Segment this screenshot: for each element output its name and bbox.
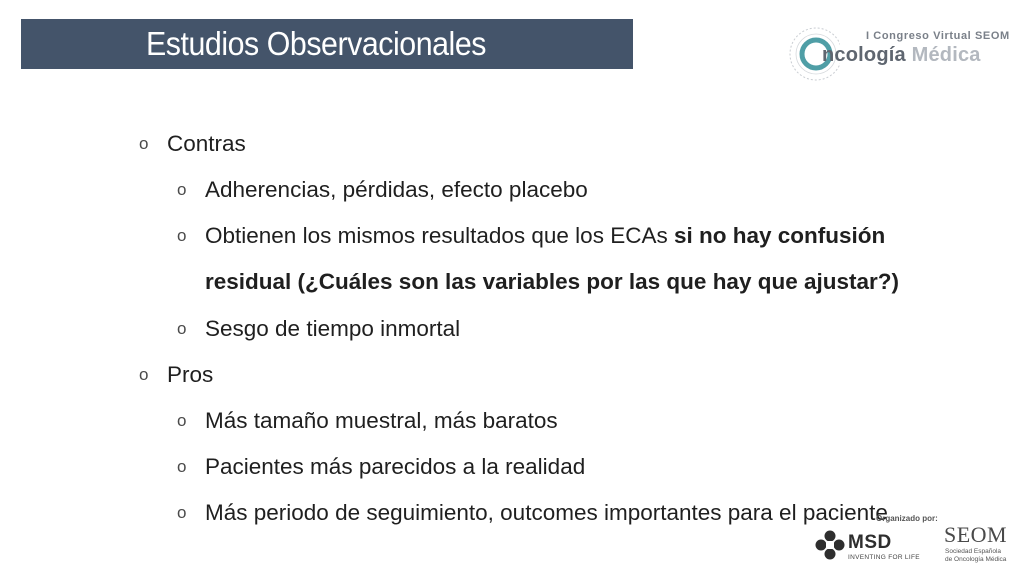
slide-title: Estudios Observacionales (146, 25, 486, 62)
item-text: Pacientes más parecidos a la realidad (205, 454, 586, 479)
seom-subtitle (945, 548, 1006, 564)
organized-by-label: Organizado por: (876, 514, 938, 523)
bullet-marker: o (177, 457, 187, 476)
bullet-marker: o (177, 180, 187, 199)
bullet-marker: o (177, 503, 187, 522)
msd-tagline: INVENTING FOR LIFE (848, 554, 920, 561)
item-text: Contras (167, 131, 246, 156)
bullet-marker: o (139, 365, 149, 384)
list-item (177, 454, 586, 480)
list-item-contras (139, 131, 246, 157)
seom-subtitle-line1: Sociedad Española (945, 548, 1002, 555)
congress-name: I Congreso Virtual SEOM (866, 30, 1010, 42)
item-text: Más periodo de seguimiento, outcomes importantes para el paciente (205, 500, 888, 525)
list-item (177, 316, 461, 342)
item-text: Sesgo de tiempo inmortal (205, 316, 461, 341)
list-item-pros (139, 362, 214, 388)
seom-wordmark: SEOM (944, 522, 1008, 547)
title-bar (21, 19, 633, 69)
item-text: Obtienen los mismos resultados que los ECAs (205, 223, 674, 248)
bullet-marker: o (139, 134, 149, 153)
msd-logo-icon (815, 530, 845, 560)
item-text-bold: residual (¿Cuáles son las variables por las que hay que ajustar?) (205, 269, 899, 294)
medica-word: Médica (911, 44, 981, 66)
bullet-marker: o (177, 319, 187, 338)
item-text-bold: si no hay confusión (673, 223, 886, 248)
list-item (177, 500, 888, 526)
bullet-marker: o (177, 226, 187, 245)
list-item (177, 177, 588, 203)
item-text: Más tamaño muestral, más baratos (205, 408, 558, 433)
oncologia-word: ncología (822, 44, 906, 66)
congress-logo (776, 22, 1012, 84)
msd-wordmark: MSD (848, 532, 892, 553)
seom-subtitle-line2: de Oncología Médica (945, 556, 1007, 563)
oncologia-medica-wordmark (822, 44, 981, 67)
item-text: Pros (167, 362, 214, 387)
list-item (177, 408, 558, 434)
bullet-marker: o (177, 411, 187, 430)
list-item-continuation (205, 269, 899, 295)
list-item (177, 223, 886, 249)
sponsor-logos (812, 514, 1012, 572)
item-text: Adherencias, pérdidas, efecto placebo (205, 177, 588, 202)
